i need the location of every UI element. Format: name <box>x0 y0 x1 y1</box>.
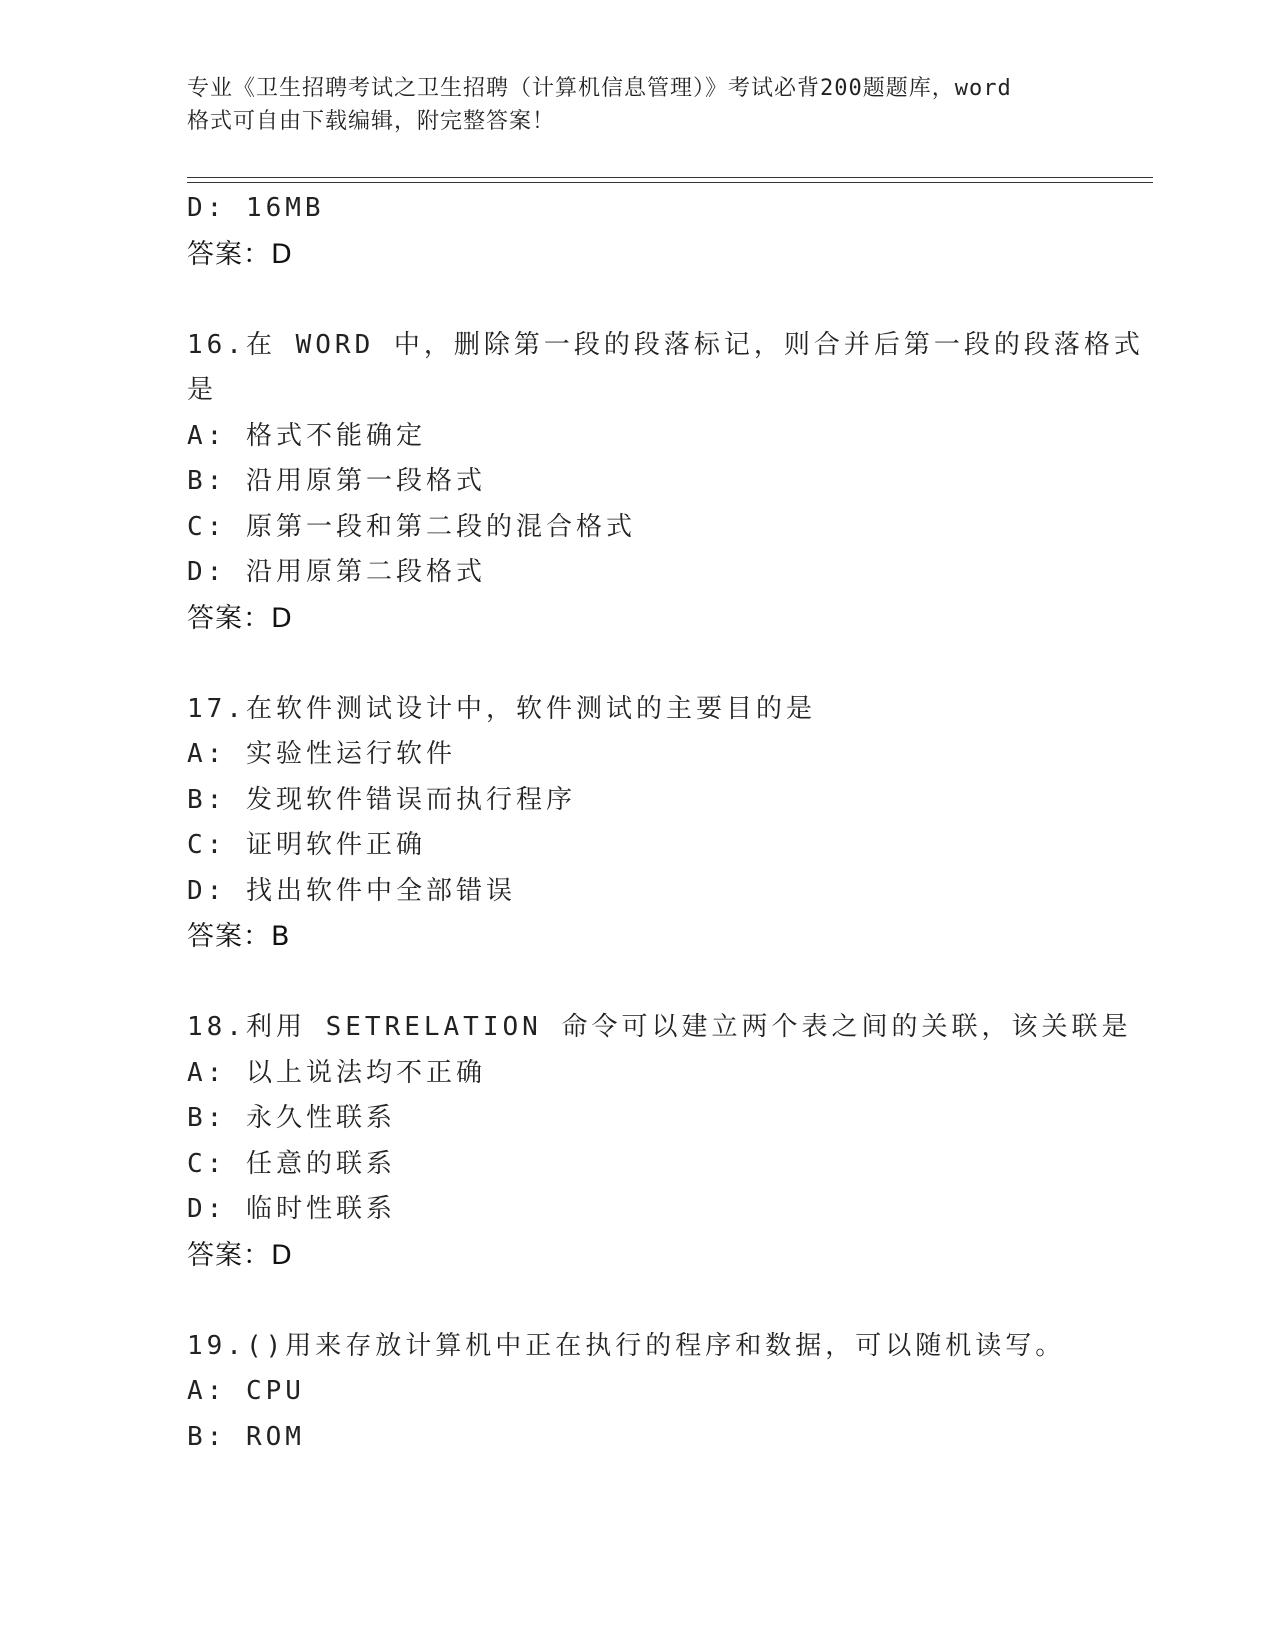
answer-line: 答案：D <box>187 602 293 634</box>
question-16 <box>187 323 1147 642</box>
question-18 <box>187 1005 1147 1278</box>
document-header <box>187 72 1087 138</box>
option-a: A: 以上说法均不正确 <box>187 1057 486 1088</box>
option-c: C: 证明软件正确 <box>187 830 426 860</box>
option-b: B: 永久性联系 <box>187 1103 396 1133</box>
option-a: A: 实验性运行软件 <box>187 739 456 769</box>
spacer <box>187 1278 1147 1324</box>
question-17 <box>187 687 1147 960</box>
question-stem: 16.在 WORD 中，删除第一段的段落标记，则合并后第一段的段落格式 <box>187 329 1144 360</box>
answer-line: 答案：D <box>187 1239 293 1271</box>
option-a: A: 格式不能确定 <box>187 420 426 451</box>
header-divider-bottom <box>187 182 1153 183</box>
option-d: D: 找出软件中全部错误 <box>187 875 516 906</box>
option-c: C: 任意的联系 <box>187 1148 396 1179</box>
header-divider-top <box>187 177 1153 178</box>
option-d: D: 临时性联系 <box>187 1194 396 1224</box>
document-body <box>187 186 1147 1460</box>
option-d: D: 沿用原第二段格式 <box>187 557 486 587</box>
header-line-1: 专业《卫生招聘考试之卫生招聘（计算机信息管理）》考试必背200题题库，word <box>187 76 1012 101</box>
header-line-2: 格式可自由下载编辑，附完整答案！ <box>187 109 556 134</box>
question-stem: 19.()用来存放计算机中正在执行的程序和数据，可以随机读写。 <box>187 1330 1066 1361</box>
option-d: D: 16MB <box>187 193 325 223</box>
option-b: B: 发现软件错误而执行程序 <box>187 784 576 815</box>
spacer <box>187 960 1147 1006</box>
option-c: C: 原第一段和第二段的混合格式 <box>187 511 636 542</box>
question-19 <box>187 1324 1147 1461</box>
option-b: B: ROM <box>187 1421 305 1452</box>
question-stem-continued: 是 <box>187 375 218 405</box>
answer-line: 答案：B <box>187 921 291 952</box>
question-stem: 18.利用 SETRELATION 命令可以建立两个表之间的关联，该关联是 <box>187 1012 1132 1042</box>
option-b: B: 沿用原第一段格式 <box>187 466 486 496</box>
spacer <box>187 277 1147 323</box>
answer-line: 答案：D <box>187 238 293 270</box>
option-a: A: CPU <box>187 1376 305 1406</box>
question-stem: 17.在软件测试设计中，软件测试的主要目的是 <box>187 693 816 724</box>
spacer <box>187 641 1147 687</box>
